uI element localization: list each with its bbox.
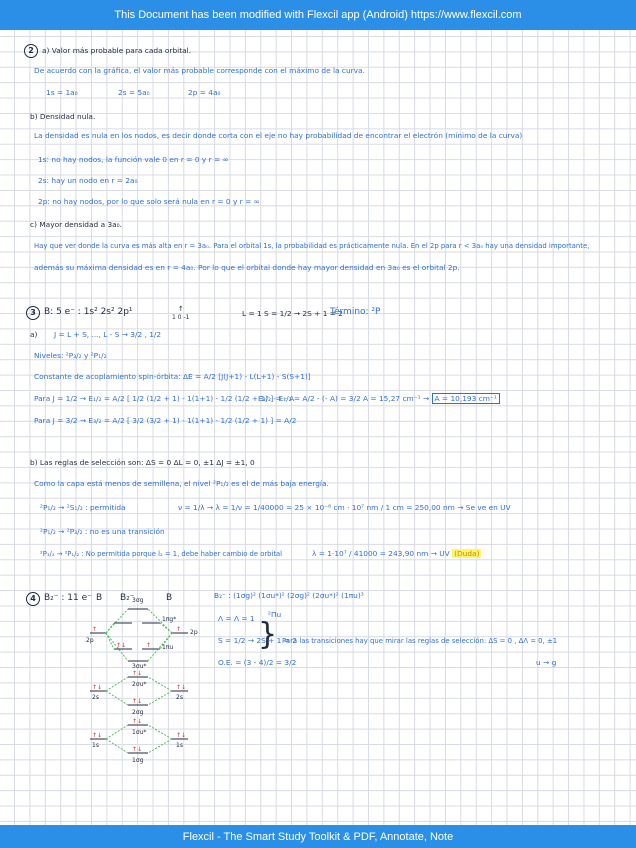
mo-label-2p-left: 2p (86, 637, 94, 644)
q2-a-value-2s: 2s = 5a₀ (118, 88, 150, 97)
svg-text:↑↓: ↑↓ (116, 642, 127, 649)
svg-text:↑↓: ↑↓ (176, 732, 187, 739)
q2-a-value-2p: 2p = 4a₀ (188, 88, 221, 97)
q3-a-diff-text: E₃/₂ - E₁/₂ = A/2 - (- A) = 3/2 A = 15,27 cm⁻¹ → (258, 394, 430, 403)
svg-text:↑: ↑ (92, 626, 98, 633)
q2-a-text: De acuerdo con la gráfica, el valor más probable corresponde con el máximo de la curva. (34, 66, 365, 75)
q2-b-2p: 2p: no hay nodos, por lo que solo será nula en r = 0 y r = ∞ (38, 197, 260, 206)
mo-label-2s-left: 2s (92, 694, 99, 701)
svg-text:↑↓: ↑↓ (176, 684, 187, 691)
mo-label-3sg: 3σg (132, 597, 144, 604)
q3-b-transition-1-calc: ν = 1/λ → λ = 1/ν = 1/40000 = 25 × 10⁻⁶ cm · 10⁷ nm / 1 cm = 250,00 nm → Se ve en UV (178, 503, 511, 512)
q2-c-text-2: además su máxima densidad es en r = 4a₀. Por lo que el orbital donde hay mayor densidad en 3a₀ es el orbital 2p. (34, 263, 460, 272)
question-number-3: 3 (26, 306, 40, 320)
q3-b-transition-1: ²P₁/₂ → ²S₁/₂ : permitida (40, 503, 126, 512)
q4-brace: } (258, 617, 278, 652)
q2-b-text: La densidad es nula en los nodos, es decir donde corta con el eje no hay probabilidad de encontrar el electrón (mínimo de la curva) (34, 131, 523, 140)
svg-text:↑: ↑ (176, 626, 182, 633)
svg-text:↑↓: ↑↓ (132, 718, 143, 725)
q4-lambda: Λ = Λ = 1 (218, 614, 255, 623)
q3-ls-values: L = 1 S = 1/2 → 2S + 1 = 2 (242, 309, 344, 318)
mo-label-2s-right: 2s (176, 694, 183, 701)
mo-label-2sg: 2σg (132, 709, 144, 716)
q3-b-transition-3-calc (312, 549, 481, 559)
q4-rule-text: Para las transiciones hay que mirar las reglas de selección: ΔS = 0 , ΔΛ = 0, ±1 (282, 637, 558, 645)
mo-label-1pig: 1πg* (162, 616, 177, 623)
q4-mo-config: B₂⁻ : (1σg)² (1σu*)² (2σg)² (2σu*)² (1πu)³ (214, 591, 364, 600)
q3-term: Término: ²P (330, 307, 381, 317)
q3-electron-config: B: 5 e⁻ : 1s² 2s² 2p¹ (44, 307, 133, 317)
q3-b-transition-3-value: λ = 1·10⁷ / 41000 = 243,90 nm → UV (312, 549, 450, 558)
q3-a-constant: Constante de acoplamiento spin-órbita: ΔE = A/2 [J(J+1) - L(L+1) - S(S+1)] (34, 372, 311, 381)
mo-label-1piu: 1πu (162, 644, 174, 651)
mo-label-2p-right: 2p (190, 629, 198, 636)
q2-a-value-1s: 1s = 1a₀ (46, 88, 78, 97)
mo-label-3su: 3σu* (132, 663, 147, 670)
mo-label-1s-right: 1s (176, 742, 183, 749)
notebook-page (0, 30, 636, 825)
q3-a-j12: Para J = 1/2 → E₁/₂ = A/2 [ 1/2 (1/2 + 1) - 1(1+1) - 1/2 (1/2 + 1) ] = - A (34, 394, 295, 403)
q3-b-transition-3: ²P₃/₂ → ²P₁/₂ : No permitida porque l₂ = 1, debe haber cambio de orbital (40, 550, 283, 558)
q3-b-transition-2: ²P₁/₂ → ²P₃/₂ : no es una transición (40, 527, 165, 536)
q3-b-text: Como la capa está menos de semillena, el nivel ²P₁/₂ es el de más baja energía. (34, 479, 329, 488)
q2-a-title: a) Valor más probable para cada orbital. (42, 46, 192, 55)
question-number-4: 4 (26, 592, 40, 606)
q3-b-doubt-highlight: (Duda) (454, 549, 480, 558)
mo-label-1sg: 1σg (132, 757, 144, 764)
q4-col-b2: B₂⁻ (120, 593, 135, 603)
q4-col-b-right: B (166, 593, 173, 603)
q4-col-b-left: B (96, 593, 103, 603)
svg-text:↑↓: ↑↓ (132, 698, 143, 705)
svg-text:↑↓: ↑↓ (92, 732, 103, 739)
svg-text:↑: ↑ (146, 642, 152, 649)
q3-b-rules: b) Las reglas de selección son: ΔS = 0 ΔL = 0, ±1 ΔJ = ±1, 0 (30, 458, 255, 467)
q2-b-title: b) Densidad nula. (30, 112, 96, 121)
svg-text:↑↓: ↑↓ (132, 670, 143, 677)
q4-bond-order: O.E. = (3 - 4)/2 = 3/2 (218, 658, 297, 667)
q2-c-title: c) Mayor densidad a 3a₀. (30, 220, 122, 229)
q4-title: B₂⁻ : 11 e⁻ (44, 593, 92, 603)
q3-ml-values: 1 0 -1 (172, 314, 190, 321)
q4-spin: S = 1/2 → 2S + 1 = 2 (218, 636, 297, 645)
q2-b-2s: 2s: hay un nodo en r = 2a₀ (38, 176, 138, 185)
q4-term: ²Πu (268, 610, 282, 619)
q4-u-to-g: u → g (536, 658, 557, 667)
flexcil-bottom-banner: Flexcil - The Smart Study Toolkit & PDF, Annotate, Note (0, 825, 636, 848)
mo-label-2su: 2σu* (132, 681, 147, 688)
q3-a-niveles: Niveles: ²P₃/₂ y ²P₁/₂ (34, 351, 107, 360)
q2-c-text-1: Hay que ver donde la curva es más alta en r = 3a₀. Para el orbital 1s, la probabilidad es prácticamente nula. En el 2p para r < 3a₀ hay una densidad importante, (34, 242, 590, 250)
q3-ml-arrow: ↑ (178, 305, 184, 313)
q3-a-j-values: J = L + S, ..., L - S → 3/2 , 1/2 (54, 330, 162, 339)
mo-label-1s-left: 1s (92, 742, 99, 749)
mo-label-1su: 1σu* (132, 729, 147, 736)
question-number-2: 2 (24, 44, 38, 58)
q3-a-j32: Para J = 3/2 → E₃/₂ = A/2 [ 3/2 (3/2 + 1) - 1(1+1) - 1/2 (1/2 + 1) ] = A/2 (34, 416, 297, 425)
flexcil-top-banner: This Document has been modified with Flexcil app (Android) https://www.flexcil.com (0, 0, 636, 30)
q3-a-title: a) (30, 330, 38, 339)
svg-text:↑↓: ↑↓ (92, 684, 103, 691)
q2-b-1s: 1s: no hay nodos, la función vale 0 en r = 0 y r = ∞ (38, 155, 229, 164)
svg-text:↑↓: ↑↓ (132, 746, 143, 753)
q3-a-result-box: A = 10,193 cm⁻¹ (432, 393, 500, 404)
q3-a-energy-diff (258, 394, 500, 404)
